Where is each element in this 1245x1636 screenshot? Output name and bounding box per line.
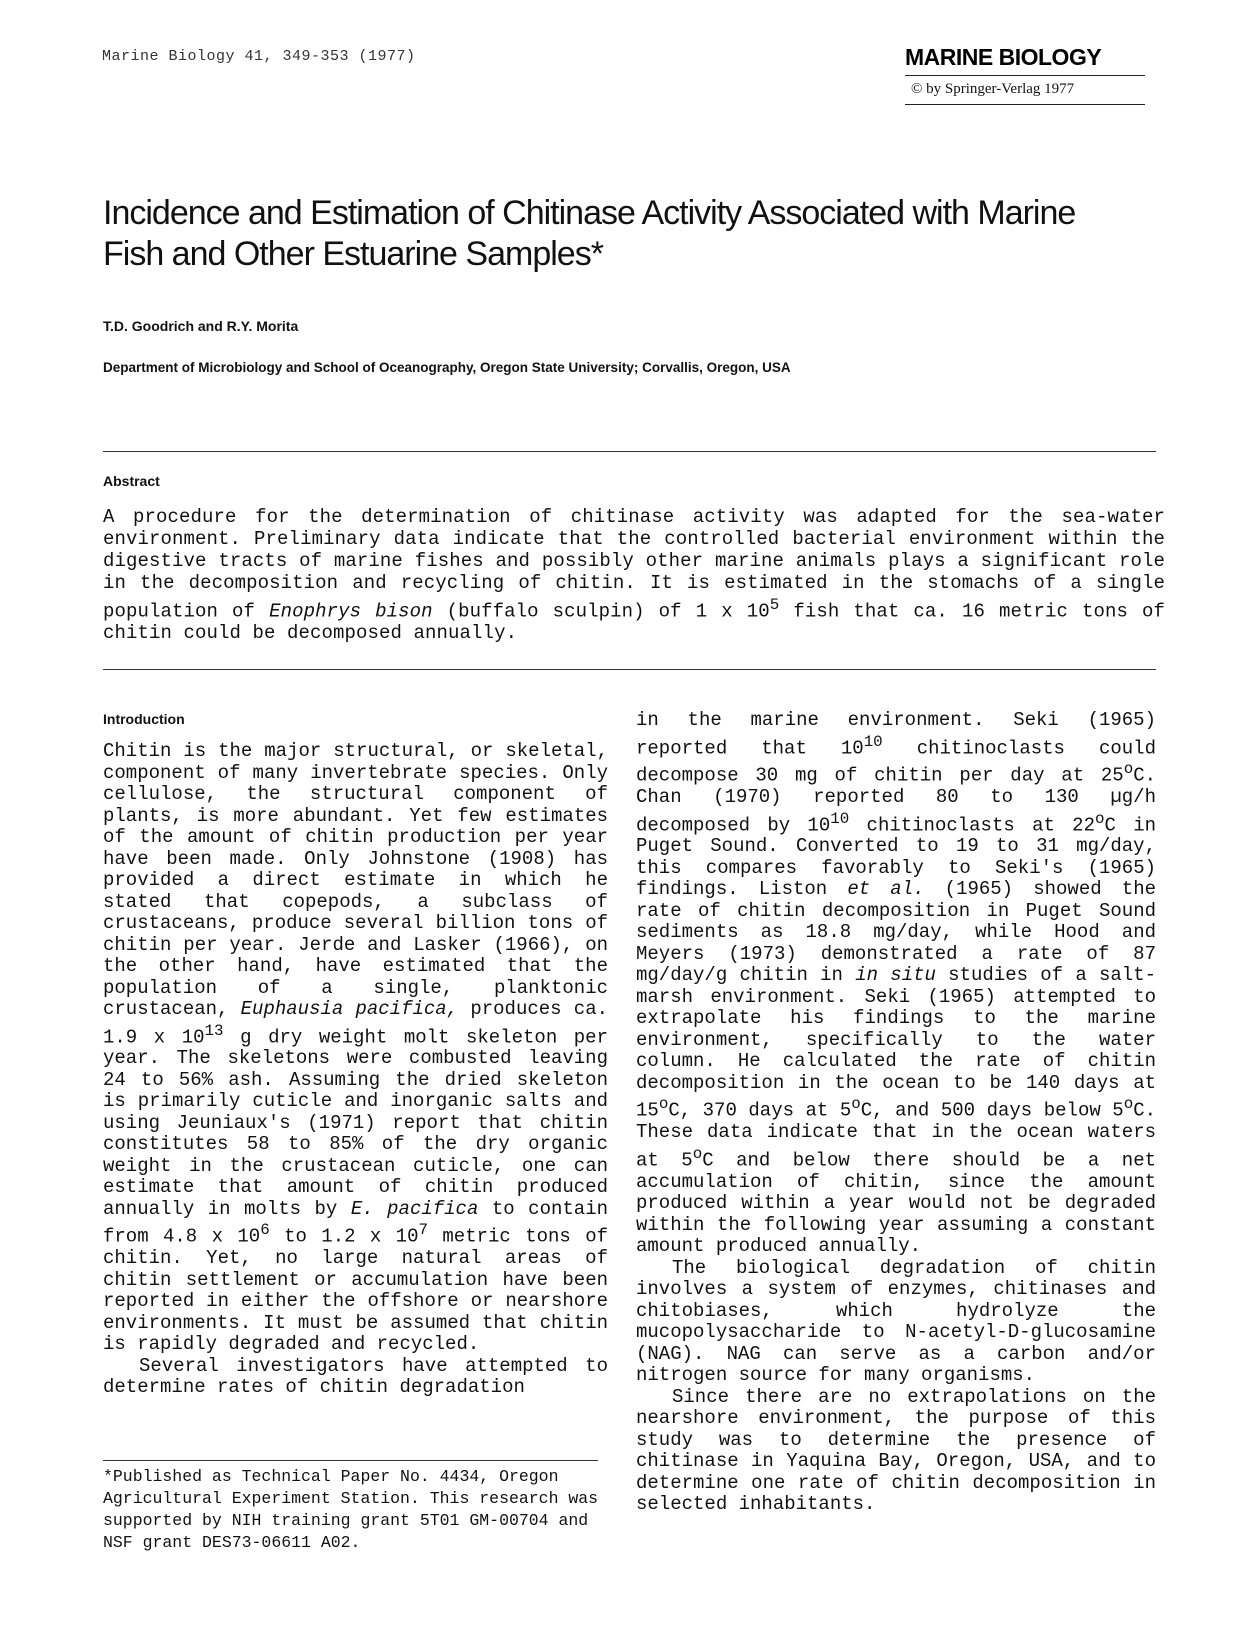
citation: Marine Biology 41, 349-353 (1977) [102, 48, 416, 65]
paper-title: Incidence and Estimation of Chitinase Activity Associated with Marine Fish and Other Estuarine Samples* [103, 194, 1076, 273]
abstract-rule-top [103, 451, 1156, 452]
footnote: *Published as Technical Paper No. 4434, Oregon Agricultural Experiment Station. This research was supported by NIH training grant 5T01 GM-00704 and NSF grant DES73-06611 A02. [103, 1467, 599, 1552]
paragraph: in the marine environment. Seki (1965) reported that $10^{10}$ chitinoclasts could decompose 30 mg of chitin per day at 25$^o$C. Chan (1970) reported 80 to 130 µg/h decomposed by $10^{10}$ chitinoclasts at 22$^o$C in Puget Sound. Converted to 19 to 31 mg/day, this compares favorably to Seki's (1965) findings. Liston et al. (1965) showed the rate of chitin decomposition in Puget Sound sediments as 18.8 mg/day, while Hood and Meyers (1973) demonstrated a rate of 87 mg/day/g chitin in in situ studies of a salt-marsh environment. Seki (1965) attempted to extrapolate his findings to the marine environment, specifically to the water column. He calculated the rate of chitin decomposition in the ocean to be 140 days at 15$^o$C, 370 days at 5$^o$C, and 500 days below 5$^o$C. These data indicate that in the ocean waters at 5$^o$C and below there should be a net accumulation of chitin, since the amount produced within a year would not be degraded within the following year assuming a constant amount produced annually. [636, 709, 1157, 1258]
masthead-rule-bottom [905, 104, 1145, 105]
paragraph: Since there are no extrapolations on the nearshore environment, the purpose of this study was to determine the presence of chitinase in Yaquina Bay, Oregon, USA, and to determine one rate of chitin decomposition in selected inhabitants. [636, 1385, 1156, 1516]
masthead-rule-top [905, 75, 1145, 76]
copyright: © by Springer-Verlag 1977 [911, 81, 1075, 97]
species-name: Enophrys bison [269, 600, 433, 623]
abstract-text: A procedure for the determination of chitinase activity was adapted for the sea-water environment. Preliminary data indicate that the controlled bacterial environment within the digestive tracts of marine fishes and possibly other marine animals plays a significant role in the decomposition and recycling of chitin. It is estimated in the stomachs of a single population of Enophrys bison (buffalo sculpin) of 1 x $10^5$ fish that ca. 16 metric tons of chitin could be decomposed annually. [103, 506, 1166, 645]
section-heading: Introduction [103, 711, 185, 727]
abstract-rule-bottom [103, 669, 1156, 670]
paragraph: Chitin is the major structural, or skeletal, component of many invertebrate species. Only cellulose, the structural component of plants, is more abundant. Yet few estimates of the amount of chitin production per year have been made. Only Johnstone (1908) has provided a direct estimate in which he stated that copepods, a subclass of crustaceans, produce several billion tons of chitin per year. Jerde and Lasker (1966), on the other hand, have estimated that the population of a single, planktonic crustacean, Euphausia pacifica, produces ca. 1.9 x $10^{13}$ g dry weight molt skeleton per year. The skeletons were combusted leaving 24 to 56% ash. Assuming the dried skeleton is primarily cuticle and inorganic salts and using Jeuniaux's (1971) report that chitin constitutes 58 to 85% of the dry organic weight in the crustacean cuticle, one can estimate that amount of chitin produced annually in molts by E. pacifica to contain from 4.8 x $10^6$ to 1.2 x $10^7$ metric tons of chitin. Yet, no large natural areas of chitin settlement or accumulation have been reported in either the offshore or nearshore environments. It must be assumed that chitin is rapidly degraded and recycled. [103, 740, 608, 1356]
paragraph: The biological degradation of chitin involves a system of enzymes, chitinases and chitobiases, which hydrolyze the mucopolysaccharide to N-acetyl-D-glucosamine (NAG). NAG can serve as a carbon and/or nitrogen source for many organisms. [636, 1256, 1156, 1387]
column-left [103, 741, 608, 1399]
journal-name: MARINE BIOLOGY [905, 44, 1102, 70]
footnote-rule [103, 1460, 598, 1461]
column-right [636, 710, 1156, 1516]
affiliation: Department of Microbiology and School of Oceanography, Oregon State University; Corvallis, Oregon, USA [103, 360, 791, 375]
authors: T.D. Goodrich and R.Y. Morita [103, 318, 299, 334]
paragraph: Several investigators have attempted to determine rates of chitin degradation [103, 1354, 608, 1399]
journal-masthead [905, 44, 1145, 105]
abstract-heading: Abstract [103, 473, 160, 489]
